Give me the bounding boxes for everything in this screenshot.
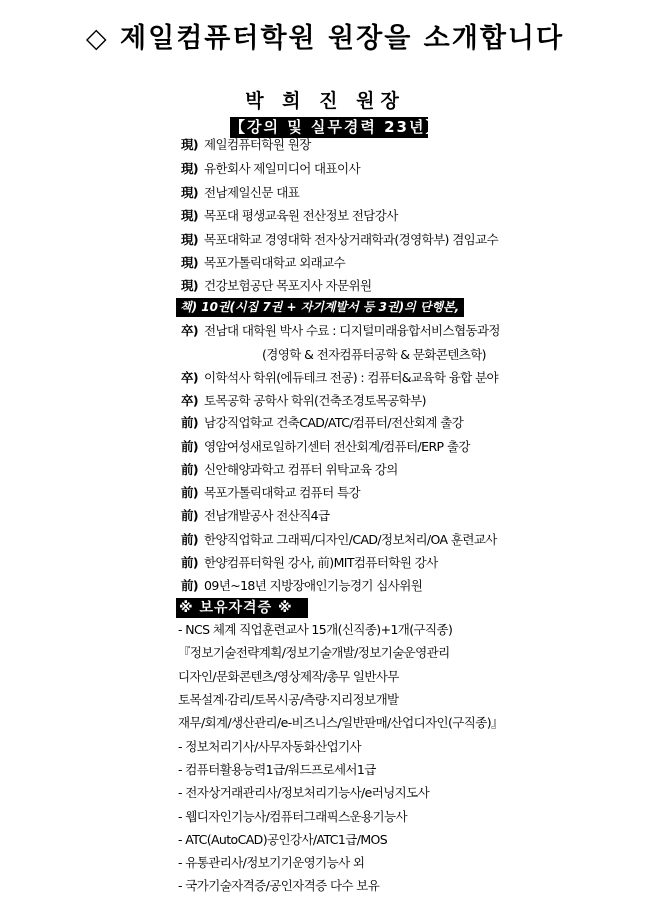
- certificate-item: - 국가기술자격증/공인자격증 다수 보유: [178, 878, 380, 893]
- director-name: 박 희 진 원장: [245, 90, 405, 112]
- certificate-item: - 컴퓨터활용능력1급/워드프로세서1급: [178, 762, 376, 777]
- education-item: 卒) 토목공학 공학사 학위(건축조경토목공학부): [181, 393, 426, 408]
- certificate-item: - NCS 체계 직업훈련교사 15개(신직종)+1개(구직종): [178, 622, 453, 637]
- career-item: 現) 전남제일신문 대표: [181, 185, 300, 200]
- former-item: 前) 09년~18년 지방장애인기능경기 심사위원: [181, 578, 423, 593]
- certificate-item: - 전자상거래관리사/정보처리기능사/e러닝지도사: [178, 785, 430, 800]
- certificate-item: 『정보기술전략계획/정보기술개발/정보기술운영관리: [178, 645, 450, 660]
- career-item: 現) 건강보험공단 목포지사 자문위원: [181, 278, 372, 293]
- certificate-item: - 웹디자인기능사/컴퓨터그래픽스운용기능사: [178, 809, 407, 824]
- career-item: 現) 제일컴퓨터학원 원장: [181, 137, 311, 152]
- career-item: 現) 목포대학교 경영대학 전자상거래학과(경영학부) 겸임교수: [181, 232, 499, 247]
- page-title: ◇ 제일컴퓨터학원 원장을 소개합니다: [85, 23, 565, 54]
- education-item: (경영학 & 전자컴퓨터공학 & 문화콘텐츠학): [262, 347, 486, 362]
- education-item: 卒) 이학석사 학위(에듀테크 전공) : 컴퓨터&교육학 융합 분야: [181, 370, 499, 385]
- book-banner: 책) 10권(시집 7권 + 자기계발서 등 3권)의 단행본, 시인 및 작가: [176, 298, 464, 317]
- certificate-item: - 정보처리기사/사무자동화산업기사: [178, 739, 362, 754]
- former-item: 前) 영암여성새로일하기센터 전산회계/컴퓨터/ERP 출강: [181, 439, 470, 454]
- former-item: 前) 전남개발공사 전산직4급: [181, 508, 330, 523]
- certificate-item: 디자인/문화콘텐츠/영상제작/총무 일반사무: [178, 669, 399, 684]
- career-banner: 【강의 및 실무경력 23년】: [230, 118, 443, 136]
- certificate-item: 토목설계·감리/토목시공/측량·지리정보개발: [178, 692, 399, 707]
- career-item: 現) 목포대 평생교육원 전산정보 전담강사: [181, 208, 398, 223]
- education-item: 卒) 전남대 대학원 박사 수료 : 디지털미래융합서비스협동과정: [181, 323, 500, 338]
- former-item: 前) 신안해양과학고 컴퓨터 위탁교육 강의: [181, 462, 398, 477]
- certificates-banner: ※ 보유자격증 ※: [176, 598, 308, 618]
- career-item: 現) 유한회사 제일미디어 대표이사: [181, 161, 360, 176]
- former-item: 前) 한양직업학교 그래픽/디자인/CAD/정보처리/OA 훈련교사: [181, 532, 497, 547]
- certificate-item: - ATC(AutoCAD)공인강사/ATC1급/MOS: [178, 832, 388, 847]
- former-item: 前) 목포가톨릭대학교 컴퓨터 특강: [181, 485, 360, 500]
- certificate-item: - 유통관리사/정보기기운영기능사 외: [178, 855, 365, 870]
- former-item: 前) 남강직업학교 건축CAD/ATC/컴퓨터/전산회계 출강: [181, 415, 464, 430]
- former-item: 前) 한양컴퓨터학원 강사, 前)MIT컴퓨터학원 강사: [181, 555, 438, 570]
- career-item: 現) 목포가톨릭대학교 외래교수: [181, 255, 346, 270]
- certificate-item: 재무/회계/생산관리/e-비즈니스/일반판매/산업디자인(구직종)』: [178, 715, 503, 730]
